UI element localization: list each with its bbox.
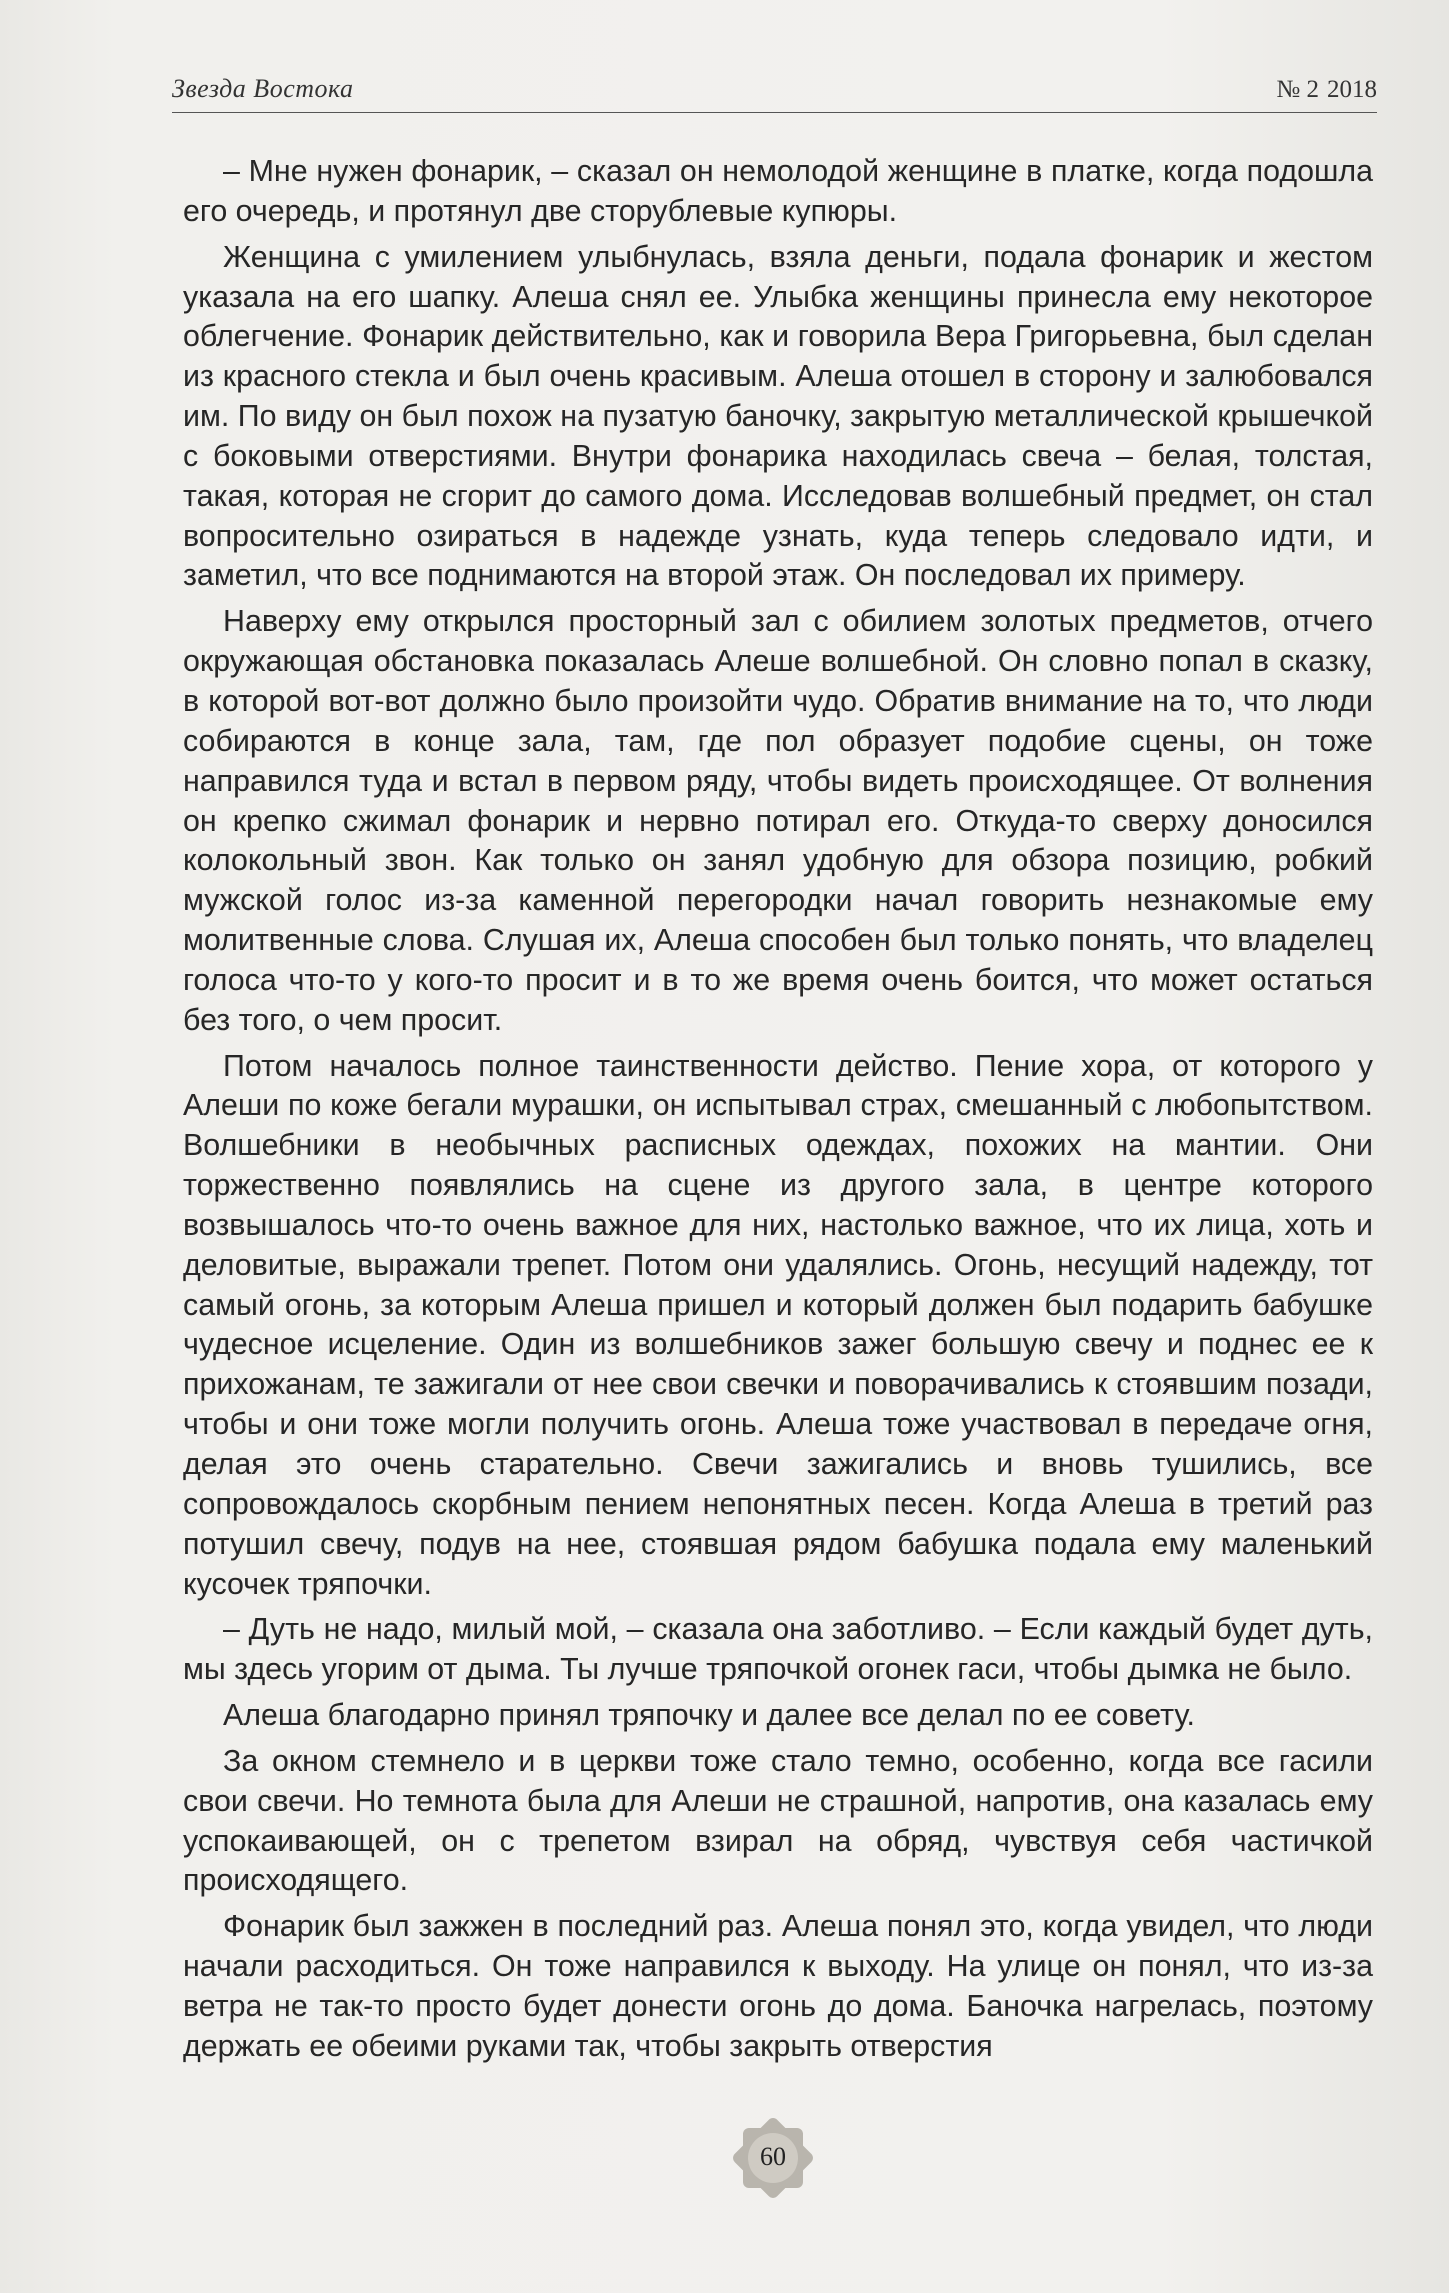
paragraph: Фонарик был зажжен в последний раз. Алеша понял это, когда увидел, что люди начали расходиться. Он тоже направился к выходу. На улице он понял, что из-за ветра не так-то просто будет донести огонь до дома. Баночка нагрелась, поэтому держать ее обеими руками так, чтобы закрыть отверстия [183, 1909, 1373, 2063]
page-number-badge [729, 2114, 817, 2202]
page-number: 60 [760, 2142, 786, 2171]
paragraph: Наверху ему открылся просторный зал с обилием золотых предметов, отчего окружающая обстановка показалась Алеше волшебной. Он словно попал в сказку, в которой вот-вот должно было произойти чудо. Обратив внимание на то, что люди собираются в конце зала, там, где пол образует подобие сцены, он тоже направился туда и встал в первом ряду, чтобы видеть происходящее. От волнения он крепко сжимал фонарик и нервно потирал его. Откуда-то сверху доносился колокольный звон. Как только он занял удобную для обзора позицию, робкий мужской голос из-за каменной перегородки начал говорить незнакомые ему молитвенные слова. Слушая их, Алеша способен был только понять, что владелец голоса что-то у кого-то просит и в то же время очень боится, что может остаться без того, о чем просит. [183, 604, 1373, 1037]
journal-title: Звезда Востока [172, 74, 354, 103]
running-header [172, 62, 1377, 113]
article-body [183, 152, 1373, 2073]
paragraph: – Дуть не надо, милый мой, – сказала она заботливо. – Если каждый будет дуть, мы здесь угорим от дыма. Ты лучше тряпочкой огонек гаси, чтобы дымка не было. [183, 1612, 1373, 1687]
issue-info [1268, 76, 1377, 104]
paragraph: Женщина с умилением улыбнулась, взяла деньги, подала фонарик и жестом указала на его шапку. Алеша снял ее. Улыбка женщины принесла ему некоторое облегчение. Фонарик действительно, как и говорила Вера Григорьевна, был сделан из красного стекла и был очень красивым. Алеша отошел в сторону и залюбовался им. По виду он был похож на пузатую баночку, закрытую металлической крышечкой с боковыми отверстиями. Внутри фонарика находилась свеча – белая, толстая, такая, которая не сгорит до самого дома. Исследовав волшебный предмет, он стал вопросительно озираться в надежде узнать, куда теперь следовало идти, и заметил, что все поднимаются на второй этаж. Он последовал их примеру. [183, 239, 1373, 593]
paragraph: За окном стемнело и в церкви тоже стало темно, особенно, когда все гасили свои свечи. Но темнота была для Алеши не страшной, напротив, она казалась ему успокаивающей, он с трепетом взирал на обряд, чувствуя себя частичкой происходящего. [183, 1743, 1373, 1898]
paragraph: – Мне нужен фонарик, – сказал он немолодой женщине в платке, когда подошла его очередь, и протянул две сторублевые купюры. [183, 154, 1373, 228]
paragraph: Алеша благодарно принял тряпочку и далее все делал по ее совету. [223, 1698, 1195, 1733]
issue-year: 2018 [1327, 76, 1377, 103]
paragraph: Потом началось полное таинственности действо. Пение хора, от которого у Алеши по коже бегали мурашки, он испытывал страх, смешанный с любопытством. Волшебники в необычных расписных одеждах, похожих на мантии. Они торжественно появлялись на сцене из другого зала, в центре которого возвышалось что-то очень важное для них, настолько важное, что их лица, хоть и деловитые, выражали трепет. Потом они удалялись. Огонь, несущий надежду, тот самый огонь, за которым Алеша пришел и который должен был подарить бабушке чудесное исцеление. Один из волшебников зажег большую свечу и поднес ее к прихожанам, те зажигали от нее свои свечки и поворачивались к стоявшим позади, чтобы и они тоже могли получить огонь. Алеша тоже участвовал в передаче огня, делая это очень старательно. Свечи зажигались и вновь тушились, все сопровождалось скорбным пением непонятных песен. Когда Алеша в третий раз потушил свечу, подув на нее, стоявшая рядом бабушка подала ему маленький кусочек тряпочки. [183, 1048, 1373, 1601]
issue-number: № 2 [1276, 76, 1319, 103]
